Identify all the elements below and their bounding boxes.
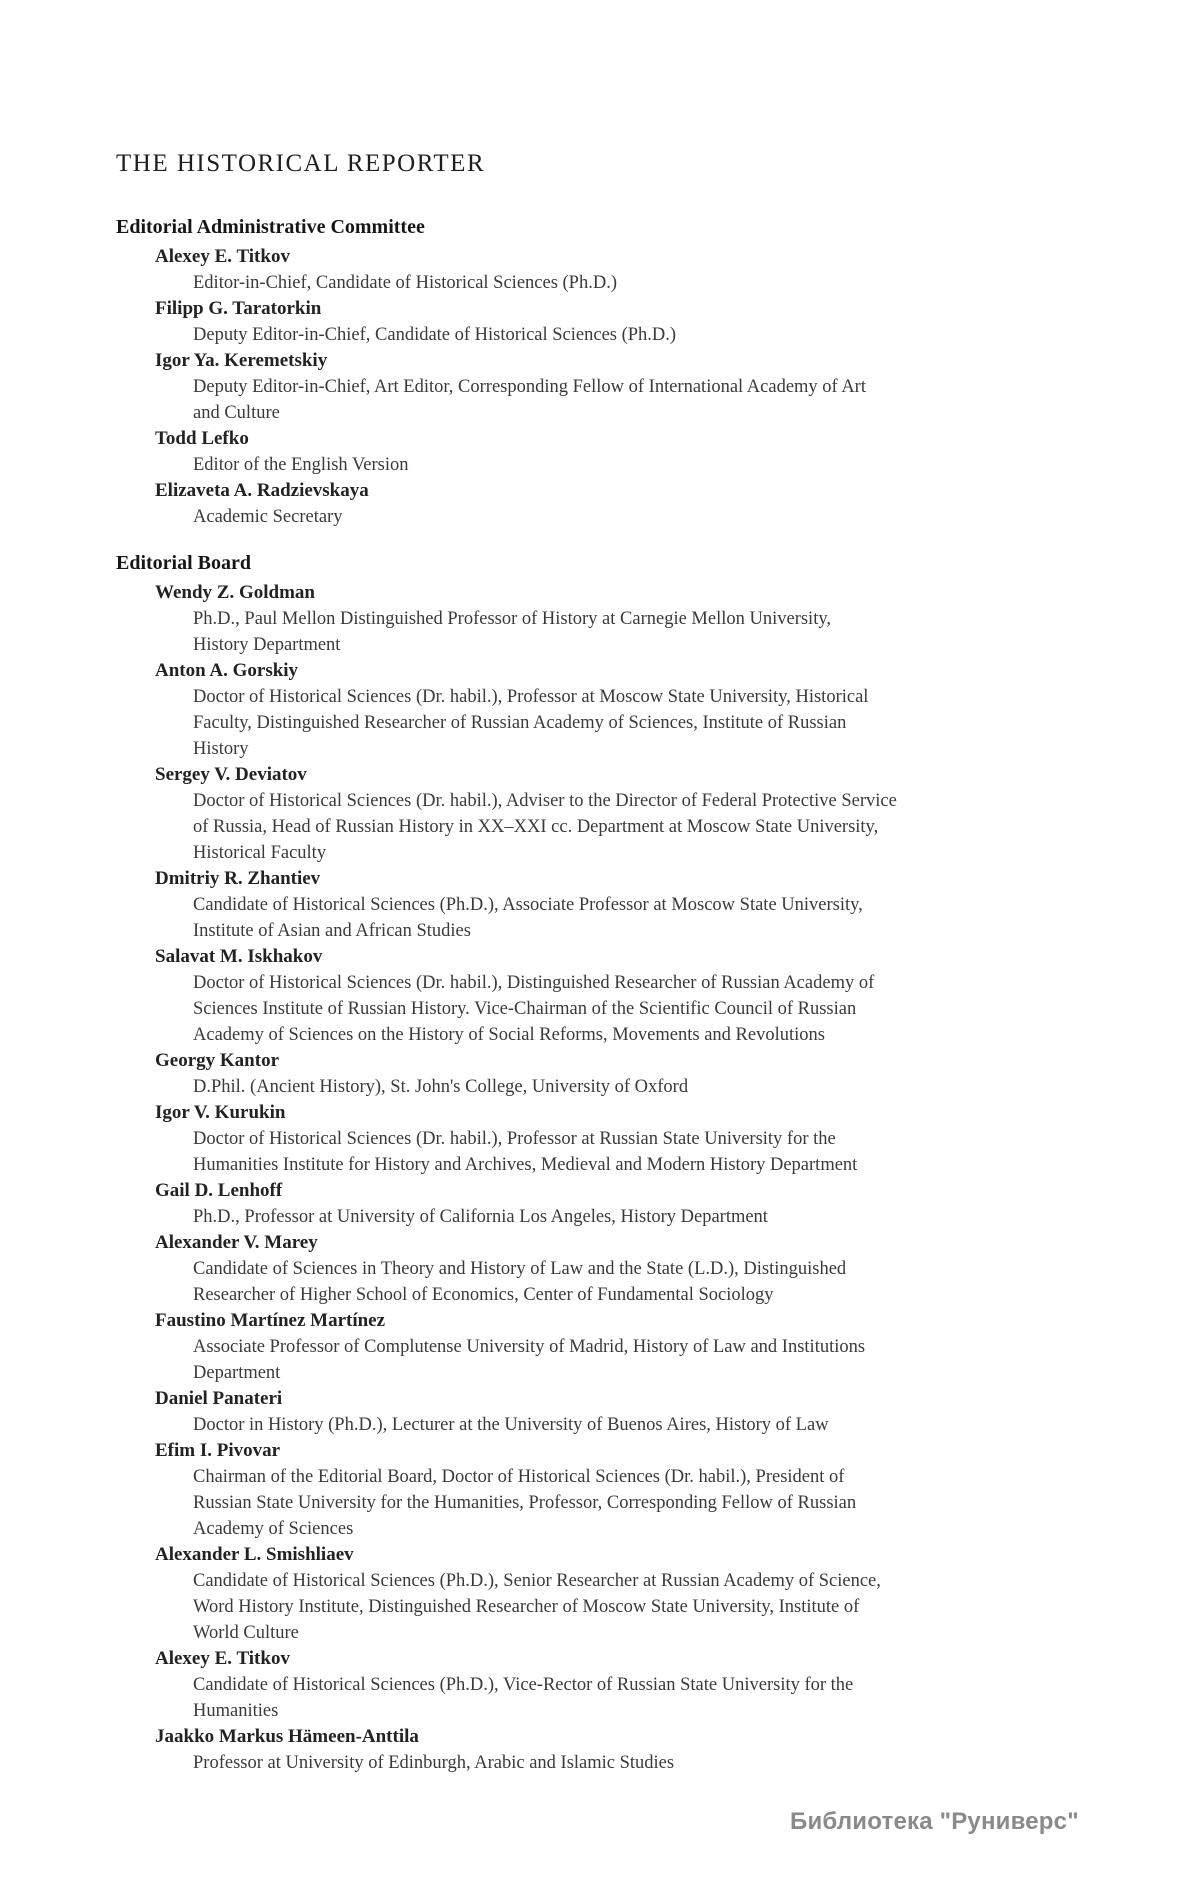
member-entry [116, 1178, 1116, 1230]
journal-title: THE HISTORICAL REPORTER [116, 150, 486, 177]
member-role-line: Academy of Sciences [193, 1519, 354, 1539]
member-role-line: Editor of the English Version [193, 455, 409, 475]
member-role-line: D.Phil. (Ancient History), St. John's College, University of Oxford [193, 1077, 689, 1097]
member-role-line: Russian State University for the Humanities, Professor, Corresponding Fellow of Russian [193, 1493, 857, 1513]
member-name: Efim I. Pivovar [155, 1440, 281, 1461]
member-role-line: Academic Secretary [193, 507, 343, 527]
member-role-line: Ph.D., Professor at University of California Los Angeles, History Department [193, 1207, 768, 1227]
member-name: Alexander L. Smishliaev [155, 1544, 354, 1565]
member-entry [116, 1724, 1116, 1776]
member-name: Sergey V. Deviatov [155, 764, 307, 785]
member-entry [116, 1100, 1116, 1178]
member-role-line: Humanities Institute for History and Archives, Medieval and Modern History Department [193, 1155, 858, 1175]
member-entry [116, 1230, 1116, 1308]
member-name: Anton A. Gorskiy [155, 660, 299, 681]
member-name: Wendy Z. Goldman [155, 582, 315, 603]
member-entry [116, 348, 1116, 426]
member-role-line: Candidate of Sciences in Theory and History of Law and the State (L.D.), Distinguished [193, 1259, 847, 1279]
member-entry [116, 1048, 1116, 1100]
member-name: Igor V. Kurukin [155, 1102, 286, 1123]
member-name: Salavat M. Iskhakov [155, 946, 323, 967]
member-role-line: Candidate of Historical Sciences (Ph.D.), Associate Professor at Moscow State University, [193, 895, 863, 915]
member-entry [116, 478, 1116, 530]
member-role-line: Doctor of Historical Sciences (Dr. habil.), Adviser to the Director of Federal Protective Service [193, 791, 897, 811]
member-name: Faustino Martínez Martínez [155, 1310, 386, 1331]
member-role-line: Editor-in-Chief, Candidate of Historical Sciences (Ph.D.) [193, 273, 617, 293]
member-entry [116, 244, 1116, 296]
member-name: Alexey E. Titkov [155, 1648, 290, 1669]
member-role-line: Ph.D., Paul Mellon Distinguished Professor of History at Carnegie Mellon University, [193, 609, 832, 629]
section-heading: Editorial Administrative Committee [116, 216, 425, 238]
member-role-line: Humanities [193, 1701, 279, 1721]
member-entry [116, 580, 1116, 658]
member-role-line: World Culture [193, 1623, 299, 1643]
member-name: Georgy Kantor [155, 1050, 280, 1071]
member-role-line: History Department [193, 635, 341, 655]
member-role-line: History [193, 739, 249, 759]
member-entry [116, 1646, 1116, 1724]
member-name: Filipp G. Taratorkin [155, 298, 322, 319]
member-name: Dmitriy R. Zhantiev [155, 868, 321, 889]
member-name: Jaakko Markus Hämeen-Anttila [155, 1726, 419, 1747]
member-role-line: Faculty, Distinguished Researcher of Russian Academy of Sciences, Institute of Russian [193, 713, 847, 733]
member-role-line: and Culture [193, 403, 280, 423]
member-role-line: Department [193, 1363, 281, 1383]
member-role-line: Chairman of the Editorial Board, Doctor of Historical Sciences (Dr. habil.), President of [193, 1467, 845, 1487]
member-entry [116, 426, 1116, 478]
member-entry [116, 762, 1116, 866]
member-role-line: Professor at University of Edinburgh, Arabic and Islamic Studies [193, 1753, 675, 1773]
member-entry [116, 1542, 1116, 1646]
member-entry [116, 296, 1116, 348]
member-role-line: Researcher of Higher School of Economics, Center of Fundamental Sociology [193, 1285, 774, 1305]
member-role-line: Deputy Editor-in-Chief, Candidate of Historical Sciences (Ph.D.) [193, 325, 677, 345]
member-entry [116, 944, 1116, 1048]
section-heading: Editorial Board [116, 552, 252, 574]
member-entry [116, 866, 1116, 944]
member-name: Gail D. Lenhoff [155, 1180, 283, 1201]
member-role-line: Doctor of Historical Sciences (Dr. habil.), Distinguished Researcher of Russian Academy of [193, 973, 875, 993]
member-role-line: Doctor of Historical Sciences (Dr. habil.), Professor at Moscow State University, Historical [193, 687, 869, 707]
member-name: Daniel Panateri [155, 1388, 283, 1409]
member-role-line: of Russia, Head of Russian History in XX–XXI cc. Department at Moscow State University, [193, 817, 879, 837]
member-entry [116, 1386, 1116, 1438]
member-role-line: Doctor of Historical Sciences (Dr. habil.), Professor at Russian State University for the [193, 1129, 836, 1149]
member-role-line: Candidate of Historical Sciences (Ph.D.), Senior Researcher at Russian Academy of Science, [193, 1571, 881, 1591]
member-role-line: Institute of Asian and African Studies [193, 921, 471, 941]
member-entry [116, 658, 1116, 762]
member-role-line: Sciences Institute of Russian History. Vice-Chairman of the Scientific Council of Russian [193, 999, 857, 1019]
member-role-line: Associate Professor of Complutense University of Madrid, History of Law and Institutions [193, 1337, 866, 1357]
member-role-line: Candidate of Historical Sciences (Ph.D.), Vice-Rector of Russian State University for the [193, 1675, 854, 1695]
member-entry [116, 1438, 1116, 1542]
section-editorial-board [116, 550, 1116, 1776]
member-name: Alexey E. Titkov [155, 246, 290, 267]
member-role-line: Academy of Sciences on the History of Social Reforms, Movements and Revolutions [193, 1025, 825, 1045]
member-entry [116, 1308, 1116, 1386]
member-name: Todd Lefko [155, 428, 249, 449]
member-name: Alexander V. Marey [155, 1232, 318, 1253]
library-watermark: Библиотека "Руниверс" [790, 1808, 1079, 1835]
member-role-line: Word History Institute, Distinguished Researcher of Moscow State University, Institute of [193, 1597, 860, 1617]
member-name: Elizaveta A. Radzievskaya [155, 480, 369, 501]
member-name: Igor Ya. Keremetskiy [155, 350, 328, 371]
member-role-line: Deputy Editor-in-Chief, Art Editor, Corresponding Fellow of International Academy of Art [193, 377, 866, 397]
member-role-line: Doctor in History (Ph.D.), Lecturer at the University of Buenos Aires, History of Law [193, 1415, 829, 1435]
member-role-line: Historical Faculty [193, 843, 327, 863]
section-editorial-administrative-committee [116, 214, 1116, 530]
page-content [116, 150, 1116, 1776]
